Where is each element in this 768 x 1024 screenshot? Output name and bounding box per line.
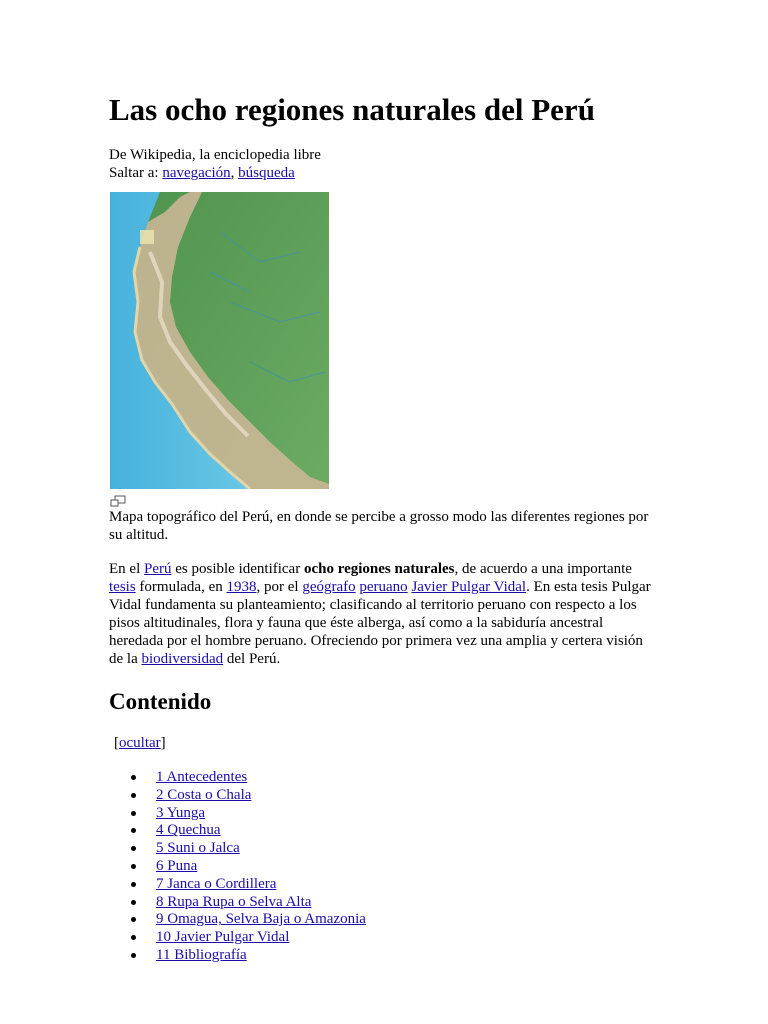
toc-link[interactable]: 6 Puna — [156, 857, 198, 874]
toc-link[interactable]: 2 Costa o Chala — [156, 786, 252, 803]
jump-separator: , — [230, 165, 239, 181]
jump-prefix: Saltar a: — [109, 165, 163, 181]
toc-heading: Contenido — [109, 689, 212, 714]
site-subtitle: De Wikipedia, la enciclopedia libre — [109, 147, 321, 163]
bullet-icon — [131, 846, 136, 851]
toc-list — [109, 768, 366, 964]
toc-link[interactable]: 3 Yunga — [156, 804, 206, 821]
toc-open-bracket: [ — [114, 735, 119, 751]
topographic-map-image[interactable] — [110, 192, 329, 489]
intro-text: , por el — [256, 579, 303, 595]
bullet-icon — [131, 935, 136, 940]
toc-item — [109, 875, 366, 893]
intro-text: es posible identificar — [171, 561, 304, 577]
jump-links — [109, 164, 295, 182]
toc-item — [109, 786, 366, 804]
link-peru[interactable]: Perú — [144, 561, 172, 577]
toc-item — [109, 839, 366, 857]
bullet-icon — [131, 953, 136, 958]
link-biodiversidad[interactable]: biodiversidad — [141, 651, 224, 667]
enlarge-icon[interactable] — [110, 494, 126, 506]
bullet-icon — [131, 882, 136, 887]
map-graphic — [110, 192, 329, 489]
intro-text: . En esta tesis Pulgar Vidal fundamenta su planteamiento; clasificando al territorio peruano con respecto a los pisos altitudinales, flora y fauna que éste alberga, así como a la sabiduría ancestral heredada por el hombre peruano. Ofreciendo por primera vez una amplia y certera visión de la — [109, 579, 651, 667]
bullet-icon — [131, 775, 136, 780]
toc-link[interactable]: 8 Rupa Rupa o Selva Alta — [156, 893, 312, 910]
toc-item — [109, 893, 366, 911]
toc-item — [109, 928, 366, 946]
intro-text: formulada, en — [135, 579, 227, 595]
toc-item — [109, 910, 366, 928]
toc-link[interactable]: 1 Antecedentes — [156, 769, 248, 785]
toc-link[interactable]: 4 Quechua — [156, 822, 221, 839]
bullet-icon — [131, 864, 136, 869]
intro-text: En el — [109, 561, 144, 577]
toc-link[interactable]: 7 Janca o Cordillera — [156, 875, 277, 892]
link-geografo[interactable]: geógrafo — [302, 579, 356, 595]
intro-paragraph — [109, 560, 654, 668]
toc-item — [109, 768, 366, 786]
search-link[interactable]: búsqueda — [238, 165, 295, 181]
bullet-icon — [131, 793, 136, 798]
toc-link[interactable]: 5 Suni o Jalca — [156, 840, 240, 857]
toc-item — [109, 946, 366, 964]
link-1938[interactable]: 1938 — [226, 579, 257, 595]
toc-link[interactable]: 10 Javier Pulgar Vidal — [156, 929, 290, 946]
toc-item — [109, 804, 366, 822]
toc-hide-link[interactable]: ocultar — [119, 735, 161, 751]
toc-link[interactable]: 11 Bibliografía — [156, 946, 247, 963]
toc-item — [109, 821, 366, 839]
intro-bold: ocho regiones naturales — [303, 561, 455, 577]
navigation-link[interactable]: navegación — [162, 165, 231, 181]
bullet-icon — [131, 828, 136, 833]
link-javier-pulgar-vidal[interactable]: Javier Pulgar Vidal — [411, 579, 527, 595]
bullet-icon — [131, 811, 136, 816]
image-caption: Mapa topográfico del Perú, en donde se percibe a grosso modo las diferentes regiones por su altitud. — [109, 509, 649, 543]
toc-link[interactable]: 9 Omagua, Selva Baja o Amazonia — [156, 911, 366, 928]
link-peruano[interactable]: peruano — [359, 579, 408, 595]
intro-text: del Perú. — [223, 651, 281, 667]
toc-toggle — [114, 734, 166, 752]
link-tesis[interactable]: tesis — [109, 579, 136, 595]
page-title: Las ocho regiones naturales del Perú — [109, 92, 595, 127]
intro-text: , de acuerdo a una importante — [454, 561, 632, 577]
toc-item — [109, 857, 366, 875]
bullet-icon — [131, 900, 136, 905]
bullet-icon — [131, 917, 136, 922]
toc-close-bracket: ] — [160, 735, 166, 751]
